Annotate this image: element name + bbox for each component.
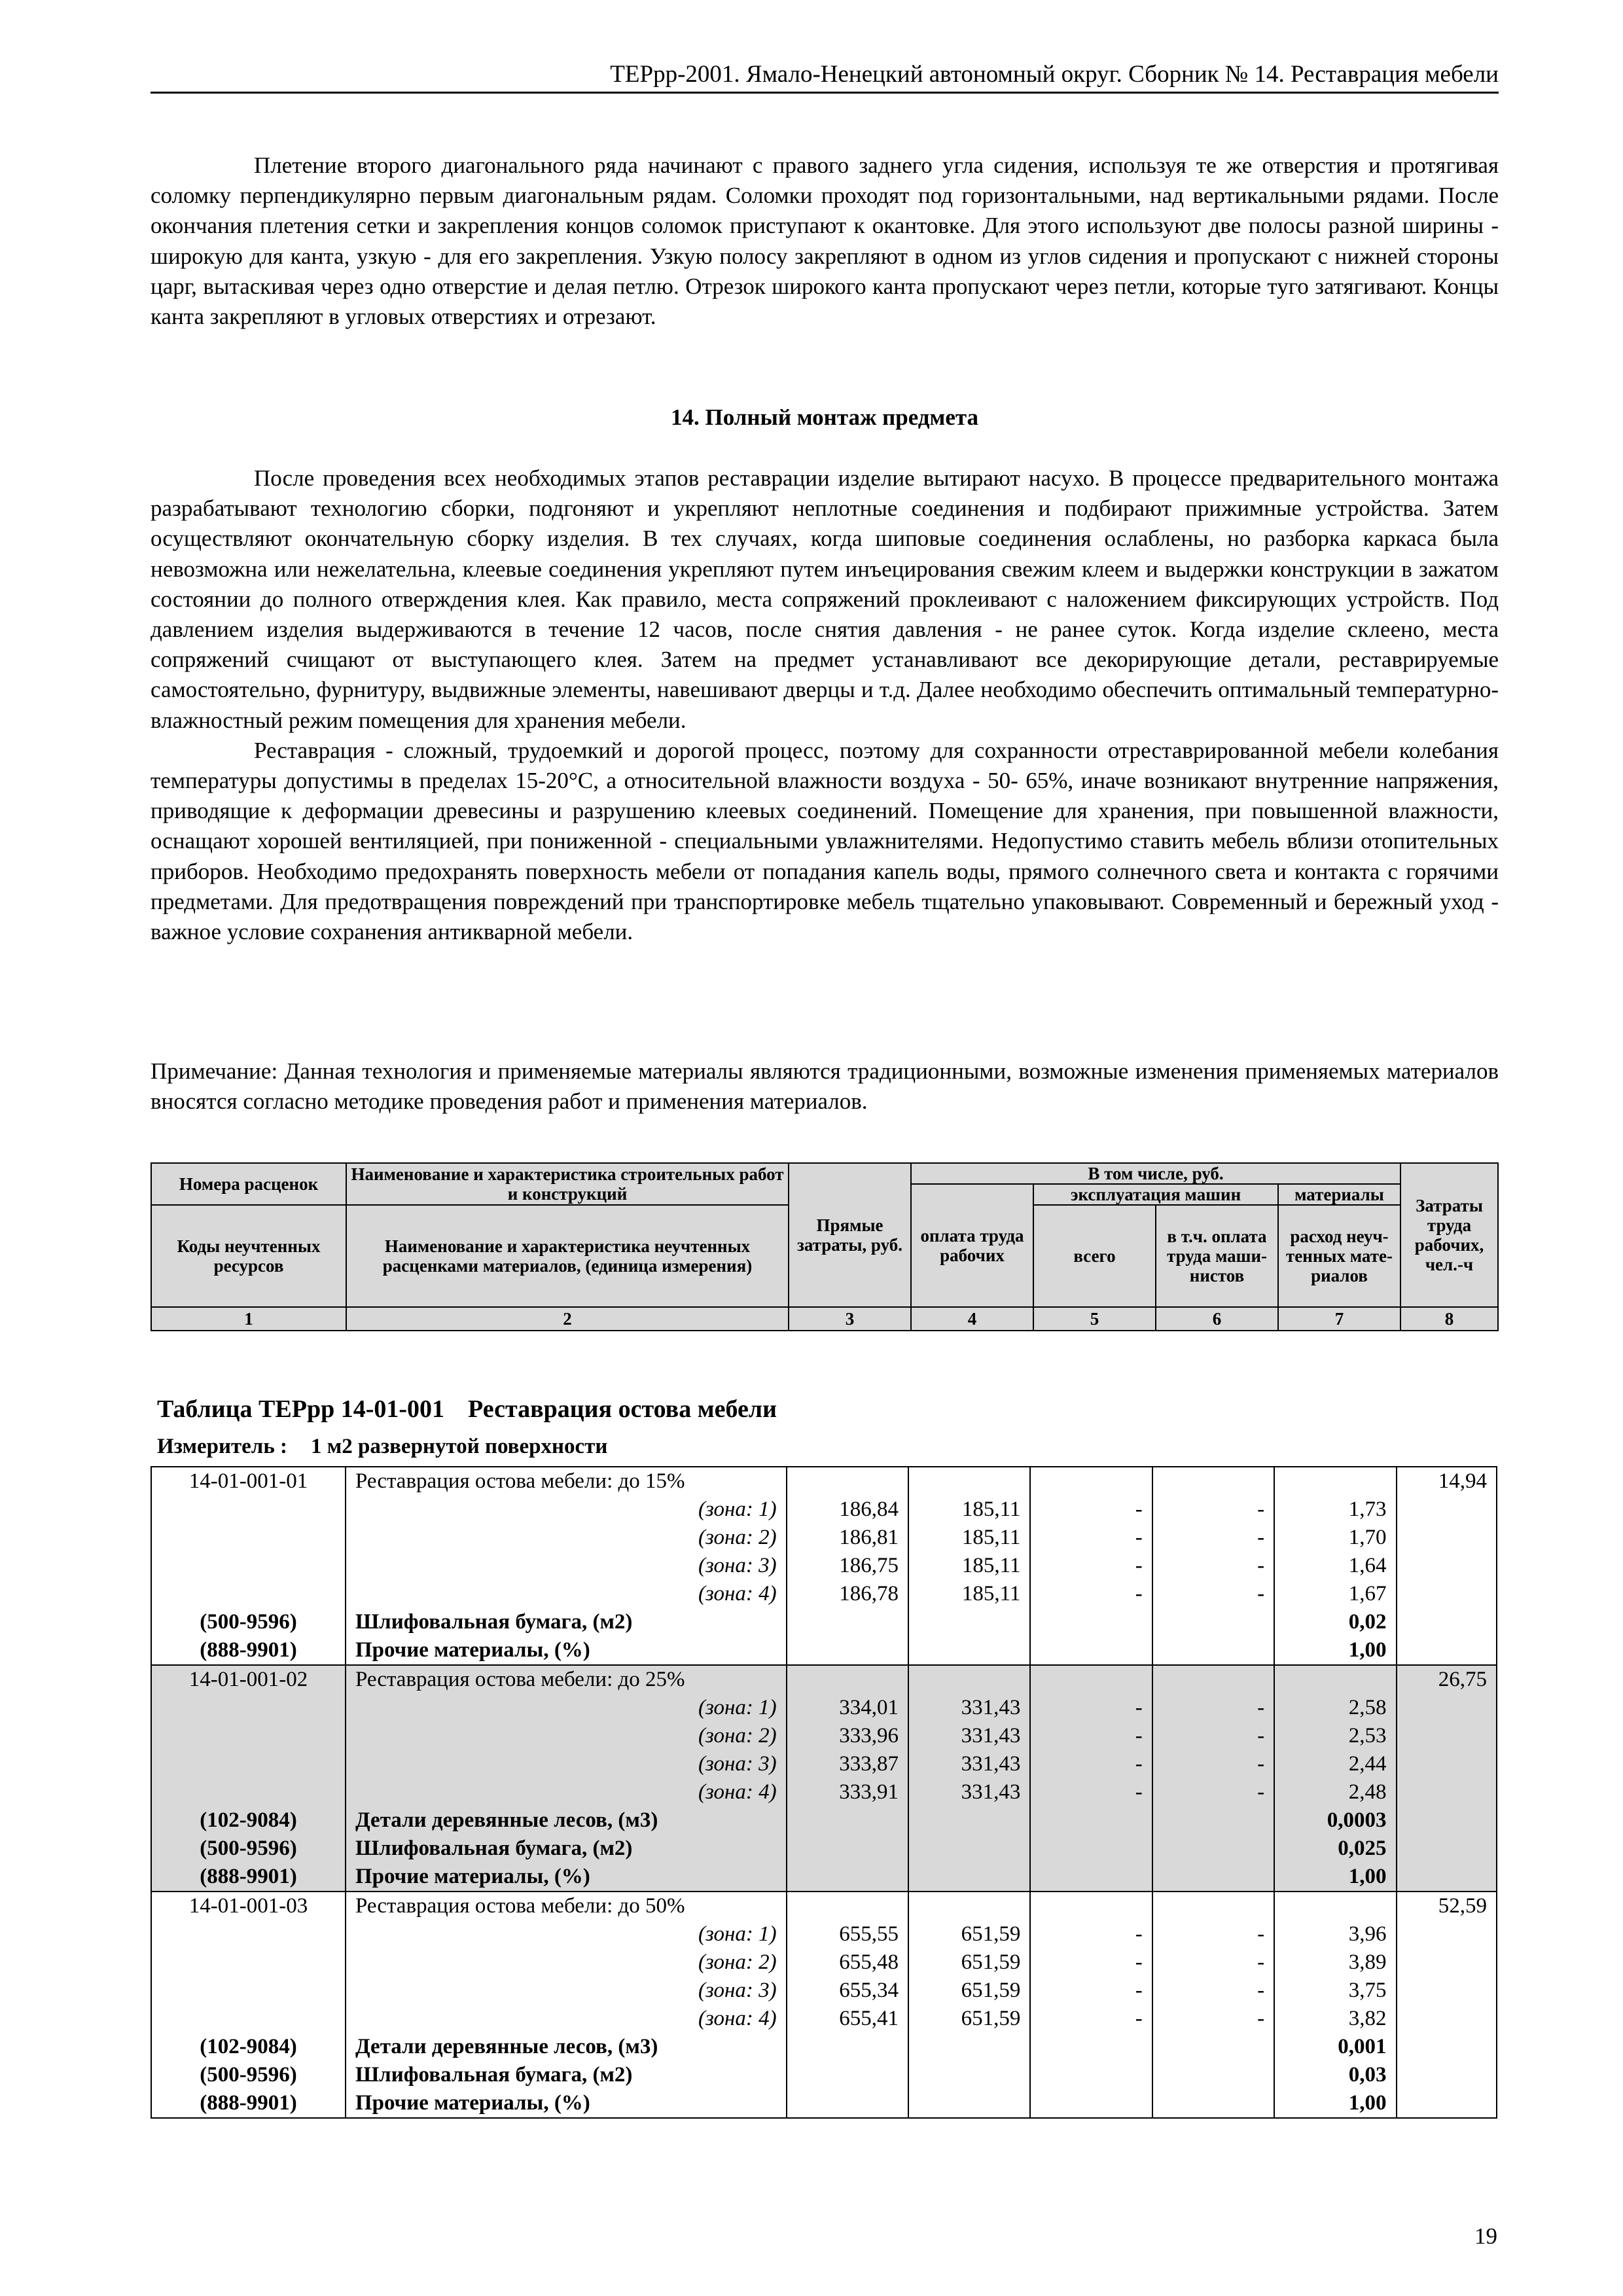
rate-block bbox=[151, 1891, 1497, 2119]
machinist-pay: - bbox=[1153, 1722, 1275, 1750]
direct-costs: 333,96 bbox=[787, 1722, 909, 1750]
materials: 1,73 bbox=[1275, 1496, 1397, 1524]
resource-quantity: 1,00 bbox=[1275, 1863, 1397, 1891]
table-row bbox=[152, 2089, 1496, 2117]
header-unaccounted-consumption: расход неуч-тенных мате-риалов bbox=[1278, 1205, 1400, 1307]
materials: 2,58 bbox=[1275, 1694, 1397, 1722]
direct-costs: 186,78 bbox=[787, 1580, 909, 1608]
table-row bbox=[152, 1892, 1496, 1920]
direct-costs: 333,91 bbox=[787, 1778, 909, 1806]
empty-cell bbox=[787, 1666, 909, 1694]
empty-cell bbox=[1153, 2061, 1275, 2089]
resource-quantity: 0,001 bbox=[1275, 2033, 1397, 2061]
empty-cell bbox=[1031, 1835, 1152, 1863]
column-number: 2 bbox=[346, 1307, 789, 1331]
empty-cell bbox=[787, 1806, 909, 1835]
empty-cell bbox=[1031, 1863, 1152, 1891]
empty-cell bbox=[787, 2089, 909, 2117]
machine-total: - bbox=[1031, 1722, 1152, 1750]
empty-cell bbox=[152, 1580, 346, 1608]
rate-block bbox=[151, 1466, 1497, 1664]
empty-cell bbox=[1031, 2033, 1152, 2061]
empty-cell bbox=[1153, 1608, 1275, 1636]
direct-costs: 334,01 bbox=[787, 1694, 909, 1722]
empty-cell bbox=[1153, 2033, 1275, 2061]
empty-cell bbox=[1397, 1977, 1497, 2005]
empty-cell bbox=[909, 1806, 1031, 1835]
empty-cell bbox=[152, 1524, 346, 1552]
zone-label: (зона: 2) bbox=[346, 1524, 787, 1552]
materials: 3,75 bbox=[1275, 1977, 1397, 2005]
machine-total: - bbox=[1031, 1920, 1152, 1948]
resource-quantity: 1,00 bbox=[1275, 2089, 1397, 2117]
zone-label: (зона: 1) bbox=[346, 1694, 787, 1722]
labor-pay: 331,43 bbox=[909, 1778, 1031, 1806]
empty-cell bbox=[787, 1863, 909, 1891]
empty-cell bbox=[1397, 2089, 1497, 2117]
empty-cell bbox=[1397, 1778, 1497, 1806]
resource-code: (102-9084) bbox=[152, 2033, 346, 2061]
table-row bbox=[152, 1948, 1496, 1977]
materials: 3,89 bbox=[1275, 1948, 1397, 1977]
note-block bbox=[151, 1056, 1499, 1117]
empty-cell bbox=[909, 1467, 1031, 1496]
column-number: 8 bbox=[1400, 1307, 1498, 1331]
machinist-pay: - bbox=[1153, 1552, 1275, 1580]
labor-pay: 651,59 bbox=[909, 2005, 1031, 2033]
zone-label: (зона: 3) bbox=[346, 1750, 787, 1778]
column-header-table bbox=[151, 1162, 1499, 1331]
rate-code: 14-01-001-01 bbox=[152, 1467, 346, 1496]
header-machine-operation: эксплуатация машин bbox=[1033, 1184, 1278, 1205]
column-number: 7 bbox=[1278, 1307, 1400, 1331]
machinist-pay: - bbox=[1153, 1977, 1275, 2005]
machine-total: - bbox=[1031, 1948, 1152, 1977]
machine-total: - bbox=[1031, 1524, 1152, 1552]
empty-cell bbox=[1031, 1636, 1152, 1664]
machinist-pay: - bbox=[1153, 1524, 1275, 1552]
header-materials: материалы bbox=[1278, 1184, 1400, 1205]
note-text: Примечание: Данная технология и применяемые материалы являются традиционными, возможные изменения применяемых материалов вносятся согласно методике проведения работ и применения материалов. bbox=[151, 1058, 1499, 1115]
table-row bbox=[152, 1608, 1496, 1636]
empty-cell bbox=[909, 1666, 1031, 1694]
rate-name: Реставрация остова мебели: до 15% bbox=[346, 1467, 787, 1496]
empty-cell bbox=[1397, 1806, 1497, 1835]
table-row bbox=[152, 1496, 1496, 1524]
table-row bbox=[152, 2061, 1496, 2089]
resource-code: (888-9901) bbox=[152, 1636, 346, 1664]
table-row bbox=[152, 1920, 1496, 1948]
empty-cell bbox=[1397, 1608, 1497, 1636]
materials: 2,48 bbox=[1275, 1778, 1397, 1806]
empty-cell bbox=[787, 2061, 909, 2089]
empty-cell bbox=[909, 2089, 1031, 2117]
zone-label: (зона: 2) bbox=[346, 1948, 787, 1977]
header-resource-codes: Коды неучтенных ресурсов bbox=[151, 1205, 346, 1307]
empty-cell bbox=[1397, 1580, 1497, 1608]
empty-cell bbox=[152, 1778, 346, 1806]
empty-cell bbox=[909, 2033, 1031, 2061]
materials: 1,67 bbox=[1275, 1580, 1397, 1608]
labor-pay: 185,11 bbox=[909, 1524, 1031, 1552]
table-row bbox=[152, 2005, 1496, 2033]
empty-cell bbox=[1397, 1694, 1497, 1722]
resource-name: Детали деревянные лесов, (м3) bbox=[346, 2033, 787, 2061]
labor-pay: 331,43 bbox=[909, 1722, 1031, 1750]
resource-code: (500-9596) bbox=[152, 2061, 346, 2089]
section-heading: 14. Полный монтаж предмета bbox=[670, 404, 978, 430]
paragraph-text: Реставрация - сложный, трудоемкий и дорогой процесс, поэтому для сохранности отреставрированной мебели колебания температуры допустимы в пределах 15-20°С, а относительной влажности воздуха - 50- 65%, иначе возникают внутренние напряжения, приводящие к деформации древесины и разрушению клеевых соединений. Помещение для хранения, при повышенной влажности, оснащают хорошей вентиляцией, при пониженной - специальными увлажнителями. Недопустимо ставить мебель вблизи отопительных приборов. Необходимо предохранять поверхность мебели от попадания капель воды, прямого солнечного света и контакта с горячими предметами. Для предотвращения повреждений при транспортировке мебель тщательно упаковывают. Современный и бережный уход - важное условие сохранения антикварной мебели. bbox=[151, 737, 1499, 945]
materials: 2,44 bbox=[1275, 1750, 1397, 1778]
machine-total: - bbox=[1031, 1750, 1152, 1778]
empty-cell bbox=[787, 2033, 909, 2061]
empty-cell bbox=[152, 1722, 346, 1750]
labor-pay: 185,11 bbox=[909, 1496, 1031, 1524]
column-number: 1 bbox=[151, 1307, 346, 1331]
materials: 1,64 bbox=[1275, 1552, 1397, 1580]
direct-costs: 333,87 bbox=[787, 1750, 909, 1778]
measure-value: 1 м2 развернутой поверхности bbox=[311, 1435, 608, 1458]
empty-cell bbox=[1031, 1892, 1152, 1920]
column-number: 3 bbox=[789, 1307, 911, 1331]
empty-cell bbox=[1397, 2061, 1497, 2089]
resource-name: Шлифовальная бумага, (м2) bbox=[346, 1608, 787, 1636]
empty-cell bbox=[1031, 2061, 1152, 2089]
empty-cell bbox=[1153, 1863, 1275, 1891]
empty-cell bbox=[787, 1892, 909, 1920]
resource-quantity: 0,03 bbox=[1275, 2061, 1397, 2089]
empty-cell bbox=[1397, 1552, 1497, 1580]
empty-cell bbox=[152, 1552, 346, 1580]
machine-total: - bbox=[1031, 1496, 1152, 1524]
page-header: ТЕРрр-2001. Ямало-Ненецкий автономный округ. Сборник № 14. Реставрация мебели bbox=[151, 60, 1499, 94]
table-row bbox=[152, 1806, 1496, 1835]
zone-label: (зона: 2) bbox=[346, 1722, 787, 1750]
materials: 3,96 bbox=[1275, 1920, 1397, 1948]
machine-total: - bbox=[1031, 1694, 1152, 1722]
empty-cell bbox=[1153, 1467, 1275, 1496]
resource-name: Шлифовальная бумага, (м2) bbox=[346, 2061, 787, 2089]
empty-cell bbox=[152, 1977, 346, 2005]
zone-label: (зона: 3) bbox=[346, 1552, 787, 1580]
empty-cell bbox=[1031, 1806, 1152, 1835]
table-row bbox=[152, 1835, 1496, 1863]
empty-cell bbox=[1397, 1863, 1497, 1891]
table-title bbox=[157, 1394, 777, 1424]
labor-costs: 52,59 bbox=[1438, 1894, 1488, 1918]
empty-cell bbox=[152, 1750, 346, 1778]
labor-pay: 331,43 bbox=[909, 1750, 1031, 1778]
machine-total: - bbox=[1031, 1977, 1152, 2005]
zone-label: (зона: 1) bbox=[346, 1920, 787, 1948]
header-machine-total: всего bbox=[1033, 1205, 1156, 1307]
empty-cell bbox=[152, 1920, 346, 1948]
empty-cell bbox=[1153, 2089, 1275, 2117]
header-including: В том числе, руб. bbox=[911, 1163, 1400, 1184]
resource-quantity: 1,00 bbox=[1275, 1636, 1397, 1664]
resource-quantity: 0,0003 bbox=[1275, 1806, 1397, 1835]
header-material-name: Наименование и характеристика неучтенных расценками материалов, (единица измерения) bbox=[346, 1205, 789, 1307]
header-rate-numbers: Номера расценок bbox=[151, 1163, 346, 1205]
table-name: Реставрация остова мебели bbox=[468, 1395, 777, 1423]
header-labor-pay: оплата труда рабочих bbox=[911, 1184, 1033, 1307]
empty-cell bbox=[152, 1948, 346, 1977]
labor-costs: 14,94 bbox=[1438, 1469, 1488, 1493]
empty-cell bbox=[1275, 1467, 1397, 1496]
empty-cell bbox=[787, 1608, 909, 1636]
resource-name: Прочие материалы, (%) bbox=[346, 2089, 787, 2117]
direct-costs: 186,81 bbox=[787, 1524, 909, 1552]
empty-cell bbox=[1397, 2005, 1497, 2033]
paragraph-text: После проведения всех необходимых этапов реставрации изделие вытирают насухо. В процессе предварительного монтажа разрабатывают технологию сборки, подгоняют и укрепляют неплотные соединения и подбирают прижимные устройства. Затем осуществляют окончательную сборку изделия. В тех случаях, когда шиповые соединения ослаблены, но разборка каркаса была невозможна или нежелательна, клеевые соединения укрепляют путем инъецирования свежим клеем и выдержки конструкции в зажатом состоянии до полного отверждения клея. Как правило, места сопряжений проклеивают с наложением фиксирующих устройств. Под давлением изделия выдерживаются в течение 12 часов, после снятия давления - не ранее суток. Когда изделие склеено, места сопряжений счищают от выступающего клея. Затем на предмет устанавливают все декорирующие детали, реставрируемые самостоятельно, фурнитуру, выдвижные элементы, навешивают дверцы и т.д. Далее необходимо обеспечить оптимальный температурно-влажностный режим помещения для хранения мебели. bbox=[151, 465, 1499, 733]
machine-total: - bbox=[1031, 1580, 1152, 1608]
direct-costs: 655,41 bbox=[787, 2005, 909, 2033]
empty-cell bbox=[1031, 1666, 1152, 1694]
table-row bbox=[152, 1863, 1496, 1891]
empty-cell bbox=[1275, 1666, 1397, 1694]
table-row bbox=[152, 1722, 1496, 1750]
table-code: Таблица ТЕРрр 14-01-001 bbox=[157, 1395, 445, 1423]
empty-cell bbox=[1397, 1636, 1497, 1664]
labor-pay: 651,59 bbox=[909, 1920, 1031, 1948]
empty-cell bbox=[909, 2061, 1031, 2089]
empty-cell bbox=[1397, 2033, 1497, 2061]
resource-quantity: 0,02 bbox=[1275, 1608, 1397, 1636]
resource-code: (102-9084) bbox=[152, 1806, 346, 1835]
empty-cell bbox=[1153, 1636, 1275, 1664]
labor-pay: 651,59 bbox=[909, 1977, 1031, 2005]
table-row bbox=[152, 1524, 1496, 1552]
machinist-pay: - bbox=[1153, 1496, 1275, 1524]
zone-label: (зона: 4) bbox=[346, 1778, 787, 1806]
empty-cell bbox=[1031, 1467, 1152, 1496]
empty-cell bbox=[1397, 1722, 1497, 1750]
resource-name: Прочие материалы, (%) bbox=[346, 1863, 787, 1891]
zone-label: (зона: 3) bbox=[346, 1977, 787, 2005]
machinist-pay: - bbox=[1153, 1580, 1275, 1608]
paragraph-text: Плетение второго диагонального ряда начинают с правого заднего угла сидения, используя те же отверстия и протягивая соломку перпендикулярно первым диагональным рядам. Соломки проходят под горизонтальными, над вертикальными рядами. После окончания плетения сетки и закрепления концов соломок приступают к окантовке. Для этого используют две полосы разной ширины - широкую для канта, узкую - для его закрепления. Узкую полосу закрепляют в одном из углов сидения и пропускают с нижней стороны царг, вытаскивая через одно отверстие и делая петлю. Отрезок широкого канта пропускают через петли, которые туго затягивают. Концы канта закрепляют в угловых отверстиях и отрезают. bbox=[151, 152, 1499, 330]
empty-cell bbox=[1397, 1920, 1497, 1948]
table-row bbox=[152, 1636, 1496, 1664]
empty-cell bbox=[1153, 1892, 1275, 1920]
column-number: 4 bbox=[911, 1307, 1033, 1331]
labor-pay: 651,59 bbox=[909, 1948, 1031, 1977]
empty-cell bbox=[787, 1835, 909, 1863]
header-work-name: Наименование и характеристика строительных работ и конструкций bbox=[346, 1163, 789, 1205]
paragraph-weaving bbox=[151, 151, 1499, 332]
empty-cell bbox=[1275, 1892, 1397, 1920]
rate-name: Реставрация остова мебели: до 50% bbox=[346, 1892, 787, 1920]
empty-cell bbox=[1397, 1496, 1497, 1524]
empty-cell bbox=[1031, 2089, 1152, 2117]
resource-code: (500-9596) bbox=[152, 1835, 346, 1863]
rate-code: 14-01-001-02 bbox=[152, 1666, 346, 1694]
machine-total: - bbox=[1031, 1778, 1152, 1806]
machinist-pay: - bbox=[1153, 1778, 1275, 1806]
resource-name: Шлифовальная бумага, (м2) bbox=[346, 1835, 787, 1863]
header-machinist-pay: в т.ч. оплата труда маши-нистов bbox=[1156, 1205, 1278, 1307]
table-row bbox=[152, 2033, 1496, 2061]
empty-cell bbox=[1397, 1835, 1497, 1863]
resource-name: Детали деревянные лесов, (м3) bbox=[346, 1806, 787, 1835]
column-number: 5 bbox=[1033, 1307, 1156, 1331]
machinist-pay: - bbox=[1153, 1750, 1275, 1778]
direct-costs: 186,75 bbox=[787, 1552, 909, 1580]
resource-name: Прочие материалы, (%) bbox=[346, 1636, 787, 1664]
labor-costs: 26,75 bbox=[1438, 1668, 1488, 1691]
labor-pay: 331,43 bbox=[909, 1694, 1031, 1722]
table-row bbox=[152, 1666, 1496, 1694]
empty-cell bbox=[1397, 1750, 1497, 1778]
machinist-pay: - bbox=[1153, 1948, 1275, 1977]
table-row bbox=[152, 1552, 1496, 1580]
measure-label: Измеритель : bbox=[157, 1435, 288, 1458]
rates-table bbox=[151, 1466, 1497, 2119]
empty-cell bbox=[1153, 1806, 1275, 1835]
labor-pay: 185,11 bbox=[909, 1552, 1031, 1580]
empty-cell bbox=[152, 1496, 346, 1524]
empty-cell bbox=[1153, 1835, 1275, 1863]
rate-code: 14-01-001-03 bbox=[152, 1892, 346, 1920]
empty-cell bbox=[1153, 1666, 1275, 1694]
direct-costs: 186,84 bbox=[787, 1496, 909, 1524]
labor-pay: 185,11 bbox=[909, 1580, 1031, 1608]
resource-code: (888-9901) bbox=[152, 2089, 346, 2117]
machine-total: - bbox=[1031, 1552, 1152, 1580]
table-row bbox=[152, 1467, 1496, 1496]
empty-cell bbox=[1031, 1608, 1152, 1636]
materials: 2,53 bbox=[1275, 1722, 1397, 1750]
machinist-pay: - bbox=[1153, 1694, 1275, 1722]
header-labor-costs: Затраты труда рабочих, чел.-ч bbox=[1400, 1163, 1498, 1307]
machine-total: - bbox=[1031, 2005, 1152, 2033]
direct-costs: 655,34 bbox=[787, 1977, 909, 2005]
empty-cell bbox=[1397, 1948, 1497, 1977]
empty-cell bbox=[152, 2005, 346, 2033]
empty-cell bbox=[1397, 1524, 1497, 1552]
machinist-pay: - bbox=[1153, 1920, 1275, 1948]
empty-cell bbox=[787, 1636, 909, 1664]
header-direct-costs: Прямые затраты, руб. bbox=[789, 1163, 911, 1307]
empty-cell bbox=[909, 1892, 1031, 1920]
table-row bbox=[152, 1750, 1496, 1778]
paragraph-assembly bbox=[151, 463, 1499, 947]
empty-cell bbox=[909, 1636, 1031, 1664]
table-row bbox=[152, 1580, 1496, 1608]
zone-label: (зона: 1) bbox=[346, 1496, 787, 1524]
empty-cell bbox=[909, 1835, 1031, 1863]
rate-block bbox=[151, 1664, 1497, 1891]
page-number: 19 bbox=[1474, 2223, 1497, 2249]
table-row bbox=[152, 1694, 1496, 1722]
rate-name: Реставрация остова мебели: до 25% bbox=[346, 1666, 787, 1694]
resource-code: (888-9901) bbox=[152, 1863, 346, 1891]
resource-code: (500-9596) bbox=[152, 1608, 346, 1636]
measure-line bbox=[157, 1433, 607, 1460]
column-number: 6 bbox=[1156, 1307, 1278, 1331]
empty-cell bbox=[909, 1863, 1031, 1891]
table-row bbox=[152, 1778, 1496, 1806]
materials: 3,82 bbox=[1275, 2005, 1397, 2033]
empty-cell bbox=[909, 1608, 1031, 1636]
direct-costs: 655,55 bbox=[787, 1920, 909, 1948]
empty-cell bbox=[787, 1467, 909, 1496]
zone-label: (зона: 4) bbox=[346, 1580, 787, 1608]
empty-cell bbox=[152, 1694, 346, 1722]
zone-label: (зона: 4) bbox=[346, 2005, 787, 2033]
materials: 1,70 bbox=[1275, 1524, 1397, 1552]
resource-quantity: 0,025 bbox=[1275, 1835, 1397, 1863]
direct-costs: 655,48 bbox=[787, 1948, 909, 1977]
table-row bbox=[152, 1977, 1496, 2005]
machinist-pay: - bbox=[1153, 2005, 1275, 2033]
